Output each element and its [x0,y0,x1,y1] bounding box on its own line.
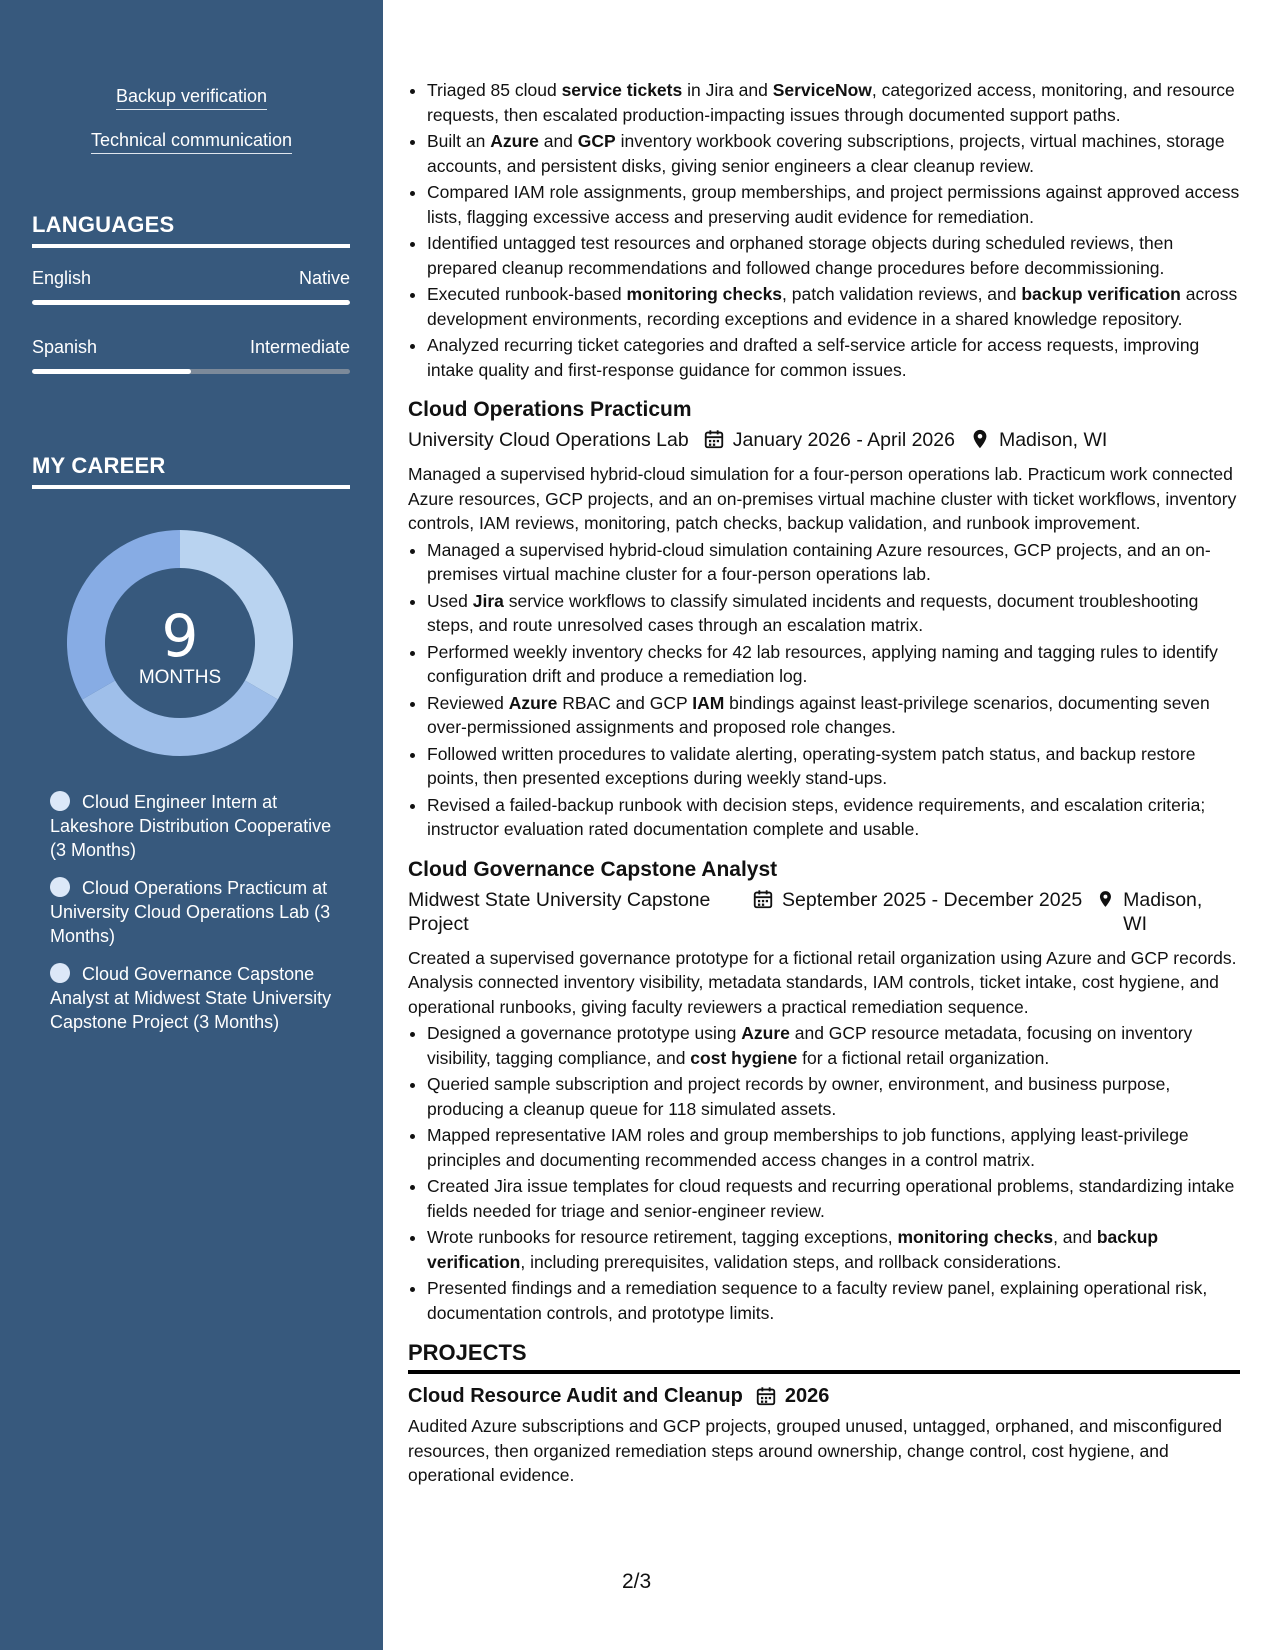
bullet-item: • Executed runbook-based monitoring checks, patch validation reviews, and backup verification across development environments, recording exceptions and evidence in a shared knowledge repository. [427,282,1240,331]
language-level: Intermediate [249,337,350,357]
job-meta [408,428,1240,452]
bullet-item: • Built an Azure and GCP inventory workbook covering subscriptions, projects, virtual machines, storage accounts, and persistent disks, giving senior engineers a clear cleanup review. [427,129,1240,178]
job-entry [408,396,1240,842]
job-location: Madison, WI [998,429,1108,451]
bullet-item: • Created Jira issue templates for cloud requests and recurring operational problems, standardizing intake fields needed for triage and senior-engineer review. [427,1174,1240,1223]
career-total-number: 9 [161,602,199,670]
donut-segment [99,690,262,737]
calendar-icon [755,1385,777,1407]
bullet-item: • Managed a supervised hybrid-cloud simulation containing Azure resources, GCP projects, and an on-premises virtual machine cluster for a four-person operations lab. [427,538,1240,587]
bullet-item: • Queried sample subscription and project records by owner, environment, and business purpose, producing a cleanup queue for 118 simulated assets. [427,1072,1240,1121]
job-title: Cloud Operations Practicum [408,398,692,421]
career-total-unit: MONTHS [138,667,222,688]
bullet-item: • Used Jira service workflows to classify simulated incidents and requests, document troubleshooting steps, and route unresolved cases through an escalation matrix. [427,589,1240,638]
job-summary: Created a supervised governance prototype for a fictional retail organization using Azure and GCP records. Analysis connected inventory visibility, metadata standards, IAM controls, ticket intake, cost hygiene, and operational runbooks, giving faculty reviewers a practical remediation sequence. [408,947,1237,1017]
page-number: 2/3 [622,1570,652,1593]
experience-bullets [408,78,1240,382]
language-bar-fill [32,369,191,374]
sidebar [0,0,383,1650]
project-title: Cloud Resource Audit and Cleanup [408,1384,743,1407]
bullet-item: • Designed a governance prototype using Azure and GCP resource metadata, focusing on inventory visibility, tagging compliance, and cost hygiene for a fictional retail organization. [427,1021,1240,1070]
project-title-row [408,1384,1240,1409]
jobs-container [408,396,1240,1325]
skill-item[interactable]: Backup verification [0,86,383,110]
calendar-icon [703,428,725,450]
bullet-item: • Mapped representative IAM roles and group memberships to job functions, applying least-privilege principles and documenting recommended access changes in a control matrix. [427,1123,1240,1172]
career-heading: MY CAREER [32,453,350,489]
bullet-item: • Revised a failed-backup runbook with decision steps, evidence requirements, and escalation criteria; instructor evaluation rated documentation complete and usable. [427,793,1240,842]
project-description: Audited Azure subscriptions and GCP projects, grouped unused, untagged, orphaned, and misconfigured resources, then organized remediation steps around ownership, change control, cost hygiene, and operational evidence. [408,1416,1222,1485]
bullet-item: • Identified untagged test resources and orphaned storage objects during scheduled reviews, then prepared cleanup recommendations and followed change procedures before decommissioning. [427,231,1240,280]
bullet-item: • Triaged 85 cloud service tickets in Jira and ServiceNow, categorized access, monitoring, and resource requests, then escalated production-impacting issues through documented support paths. [427,78,1240,127]
job-org: Midwest State University Capstone Project [408,888,711,935]
job-location-group [969,428,1107,452]
job-title: Cloud Governance Capstone Analyst [408,857,778,881]
bullet-item: • Wrote runbooks for resource retirement, tagging exceptions, monitoring checks, and backup verification, including prerequisites, validation steps, and rollback considerations. [427,1225,1240,1274]
job-meta [408,888,1240,936]
language-english [32,268,350,289]
bullet-item: • Presented findings and a remediation sequence to a faculty review panel, explaining operational risk, documentation controls, and prototype limits. [427,1276,1240,1325]
calendar-icon [752,888,774,910]
bullet-item: • Reviewed Azure RBAC and GCP IAM bindings against least-privilege scenarios, documenting seven over-permissioned assignments and proposed role changes. [427,691,1240,740]
bullet-dot-icon [50,963,70,983]
language-level: Native [298,268,350,288]
project-year: 2026 [784,1384,830,1407]
main-content [408,78,1240,1490]
job-dates-group [752,888,1082,912]
job-org: University Cloud Operations Lab [408,429,689,451]
languages-heading: LANGUAGES [32,212,350,248]
bullet-dot-icon [50,791,70,811]
job-bullets [408,538,1240,842]
language-bar-english [32,300,350,305]
bullet-item: • Analyzed recurring ticket categories and drafted a self-service article for access requests, improving intake quality and first-response guidance for common issues. [427,333,1240,382]
language-name: Spanish [32,337,98,357]
job-entry [408,856,1240,1326]
location-pin-icon [1096,888,1115,910]
job-location: Madison, WI [1123,888,1203,935]
bullet-dot-icon [50,877,70,897]
job-dates: January 2026 - April 2026 [732,429,955,451]
career-list [50,790,340,1048]
career-donut-chart [60,523,300,763]
career-item: Cloud Governance Capstone Analyst at Midwest State University Capstone Project (3 Months) [50,964,332,1032]
career-item: Cloud Operations Practicum at University Cloud Operations Lab (3 Months) [50,878,331,946]
skill-item[interactable]: Technical communication [0,130,383,154]
language-spanish [32,337,350,358]
job-summary: Managed a supervised hybrid-cloud simulation for a four-person operations lab. Practicum work connected Azure resources, GCP projects, and an on-premises virtual machine cluster with ticket workflows, inventory controls, IAM reviews, monitoring, patch checks, backup validation, and runbook improvement. [408,464,1237,533]
career-item: Cloud Engineer Intern at Lakeshore Distribution Cooperative (3 Months) [50,792,332,860]
bullet-item: • Followed written procedures to validate alerting, operating-system patch status, and backup restore points, then presented exceptions during weekly stand-ups. [427,742,1240,791]
language-bar-fill [32,300,350,305]
language-name: English [32,268,92,288]
bullet-item: • Compared IAM role assignments, group memberships, and project permissions against approved access lists, flagging excessive access and preserving audit evidence for remediation. [427,180,1240,229]
bullet-item: • Performed weekly inventory checks for 42 lab resources, applying naming and tagging rules to identify configuration drift and produce a remediation log. [427,640,1240,689]
job-location-group [1096,888,1216,936]
job-bullets [408,1021,1240,1325]
job-dates-group [703,428,955,452]
job-dates: September 2025 - December 2025 [782,888,1083,911]
language-bar-spanish [32,369,350,374]
skills-list [0,86,383,154]
location-pin-icon [969,428,991,450]
projects-heading: PROJECTS [408,1341,1240,1374]
